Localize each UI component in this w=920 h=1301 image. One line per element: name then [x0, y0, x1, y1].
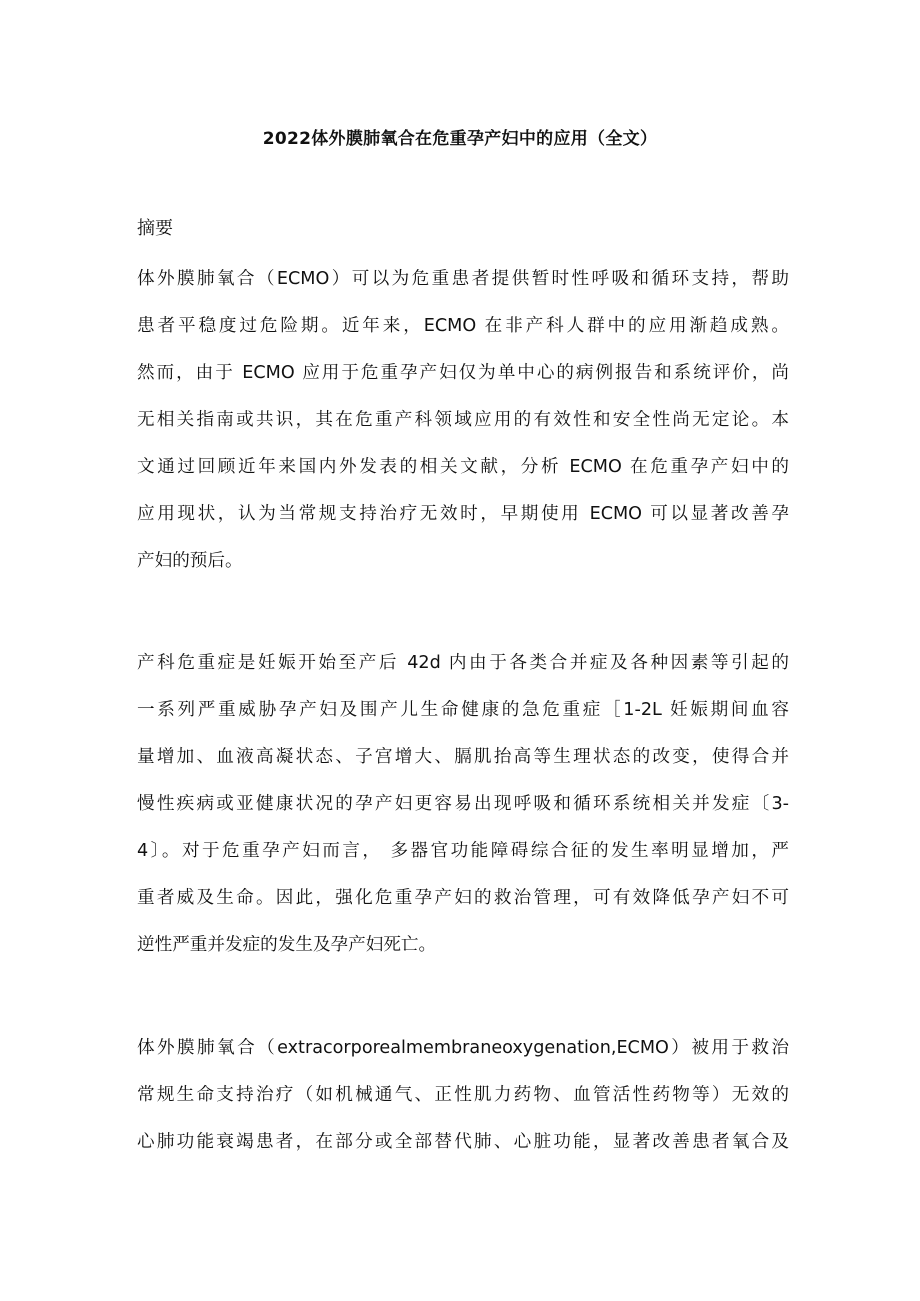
body-paragraph: [137, 1025, 789, 1166]
text-line: 心肺功能衰竭患者，在部分或全部替代肺、心脏功能，显著改善患者氧合及: [137, 1132, 789, 1152]
text-line: 体外膜肺氧合（extracorporealmembraneoxygenation,ECMO）被用于救治: [137, 1038, 789, 1058]
text-line: 产科危重症是妊娠开始至产后 42d 内由于各类合并症及各种因素等引起的: [137, 653, 789, 673]
text-line: 逆性严重并发症的发生及孕产妇死亡。: [137, 935, 437, 955]
abstract-paragraph: [137, 256, 789, 585]
text-line: 体外膜肺氧合（ECMO）可以为危重患者提供暂时性呼吸和循环支持，帮助: [137, 269, 789, 289]
text-line: 常规生命支持治疗（如机械通气、正性肌力药物、血管活性药物等）无效的: [137, 1085, 789, 1105]
text-line: 文通过回顾近年来国内外发表的相关文献，分析 ECMO 在危重孕产妇中的: [137, 457, 789, 477]
body-paragraph: [137, 640, 789, 969]
text-line: 重者威及生命。因此，强化危重孕产妇的救治管理，可有效降低孕产妇不可: [137, 888, 789, 908]
text-line: 慢性疾病或亚健康状况的孕产妇更容易出现呼吸和循环系统相关并发症〔3-: [137, 794, 789, 814]
abstract-heading: 摘要: [137, 218, 173, 239]
text-line: 量增加、血液高凝状态、子宫增大、膈肌抬高等生理状态的改变，使得合并: [137, 747, 789, 767]
text-line: 一系列严重威胁孕产妇及围产儿生命健康的急危重症［1-2L 妊娠期间血容: [137, 700, 789, 720]
text-line: 然而，由于 ECMO 应用于危重孕产妇仅为单中心的病例报告和系统评价，尚: [137, 363, 789, 383]
text-line: 应用现状，认为当常规支持治疗无效时，早期使用 ECMO 可以显著改善孕: [137, 504, 789, 524]
text-line: 患者平稳度过危险期。近年来，ECMO 在非产科人群中的应用渐趋成熟。: [137, 316, 789, 336]
text-line: 产妇的预后。: [137, 551, 243, 571]
document-title: 2022体外膜肺氧合在危重孕产妇中的应用（全文）: [262, 129, 658, 149]
text-line: 4〕。对于危重孕产妇而言， 多器官功能障碍综合征的发生率明显增加，严: [137, 841, 789, 861]
text-line: 无相关指南或共识，其在危重产科领域应用的有效性和安全性尚无定论。本: [137, 410, 789, 430]
